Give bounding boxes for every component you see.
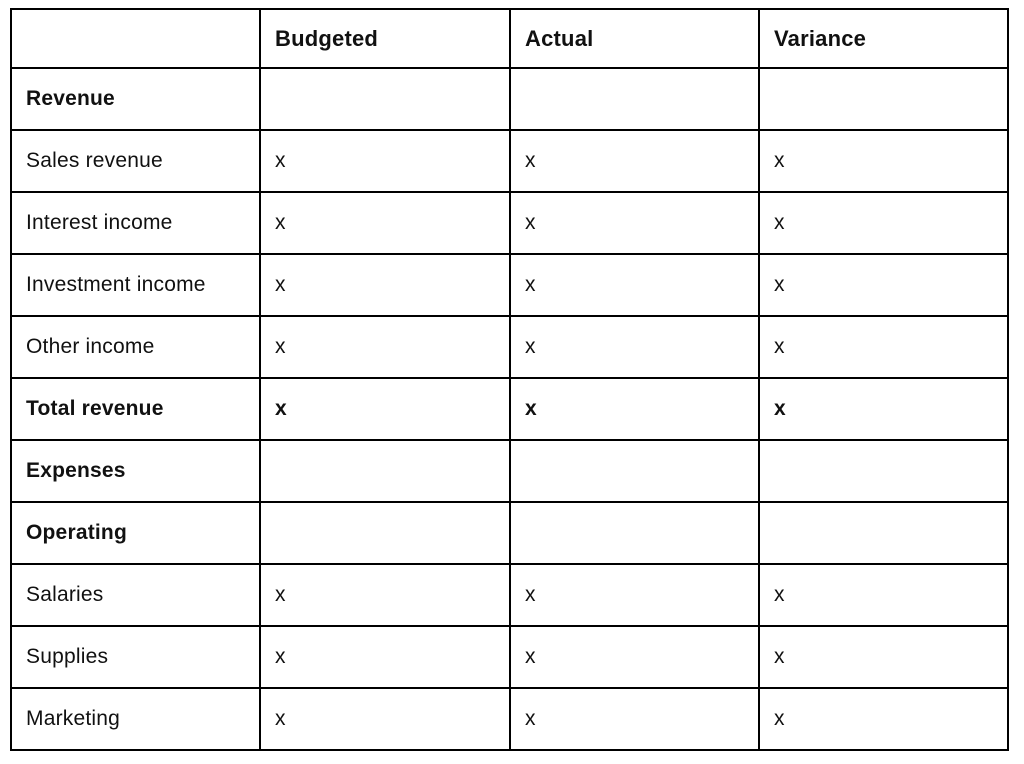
cell-budgeted: x <box>260 378 510 440</box>
row-label: Operating <box>11 502 260 564</box>
table-row-sales-revenue <box>11 130 1008 192</box>
cell-actual: x <box>510 254 759 316</box>
row-label: Total revenue <box>11 378 260 440</box>
row-label: Sales revenue <box>11 130 260 192</box>
header-cell-blank <box>11 9 260 68</box>
header-cell-budgeted: Budgeted <box>260 9 510 68</box>
cell-budgeted <box>260 68 510 130</box>
budget-variance-table <box>10 8 1009 751</box>
table-row-salaries <box>11 564 1008 626</box>
table-body <box>11 68 1008 750</box>
row-label: Interest income <box>11 192 260 254</box>
table-row-supplies <box>11 626 1008 688</box>
cell-variance <box>759 68 1008 130</box>
cell-budgeted: x <box>260 130 510 192</box>
header-cell-variance: Variance <box>759 9 1008 68</box>
row-label: Other income <box>11 316 260 378</box>
table-row-operating <box>11 502 1008 564</box>
table-row-expenses <box>11 440 1008 502</box>
cell-budgeted <box>260 440 510 502</box>
cell-budgeted: x <box>260 564 510 626</box>
cell-variance: x <box>759 192 1008 254</box>
table-row-total-revenue <box>11 378 1008 440</box>
row-label: Expenses <box>11 440 260 502</box>
cell-budgeted: x <box>260 192 510 254</box>
cell-budgeted <box>260 502 510 564</box>
cell-actual <box>510 502 759 564</box>
header-cell-actual: Actual <box>510 9 759 68</box>
header-row <box>11 9 1008 68</box>
row-label: Supplies <box>11 626 260 688</box>
cell-actual <box>510 440 759 502</box>
cell-variance: x <box>759 564 1008 626</box>
cell-variance: x <box>759 626 1008 688</box>
cell-actual: x <box>510 316 759 378</box>
cell-budgeted: x <box>260 254 510 316</box>
row-label: Marketing <box>11 688 260 750</box>
cell-variance <box>759 502 1008 564</box>
cell-variance <box>759 440 1008 502</box>
cell-budgeted: x <box>260 688 510 750</box>
table-row-investment-income <box>11 254 1008 316</box>
cell-actual: x <box>510 130 759 192</box>
cell-variance: x <box>759 378 1008 440</box>
cell-actual: x <box>510 688 759 750</box>
cell-actual <box>510 68 759 130</box>
cell-variance: x <box>759 688 1008 750</box>
cell-variance: x <box>759 130 1008 192</box>
cell-actual: x <box>510 564 759 626</box>
cell-variance: x <box>759 254 1008 316</box>
table-row-marketing <box>11 688 1008 750</box>
row-label: Revenue <box>11 68 260 130</box>
row-label: Investment income <box>11 254 260 316</box>
table-row-other-income <box>11 316 1008 378</box>
table-header <box>11 9 1008 68</box>
cell-actual: x <box>510 192 759 254</box>
row-label: Salaries <box>11 564 260 626</box>
cell-budgeted: x <box>260 626 510 688</box>
cell-actual: x <box>510 626 759 688</box>
table-row-interest-income <box>11 192 1008 254</box>
table-row-revenue <box>11 68 1008 130</box>
cell-variance: x <box>759 316 1008 378</box>
cell-actual: x <box>510 378 759 440</box>
cell-budgeted: x <box>260 316 510 378</box>
